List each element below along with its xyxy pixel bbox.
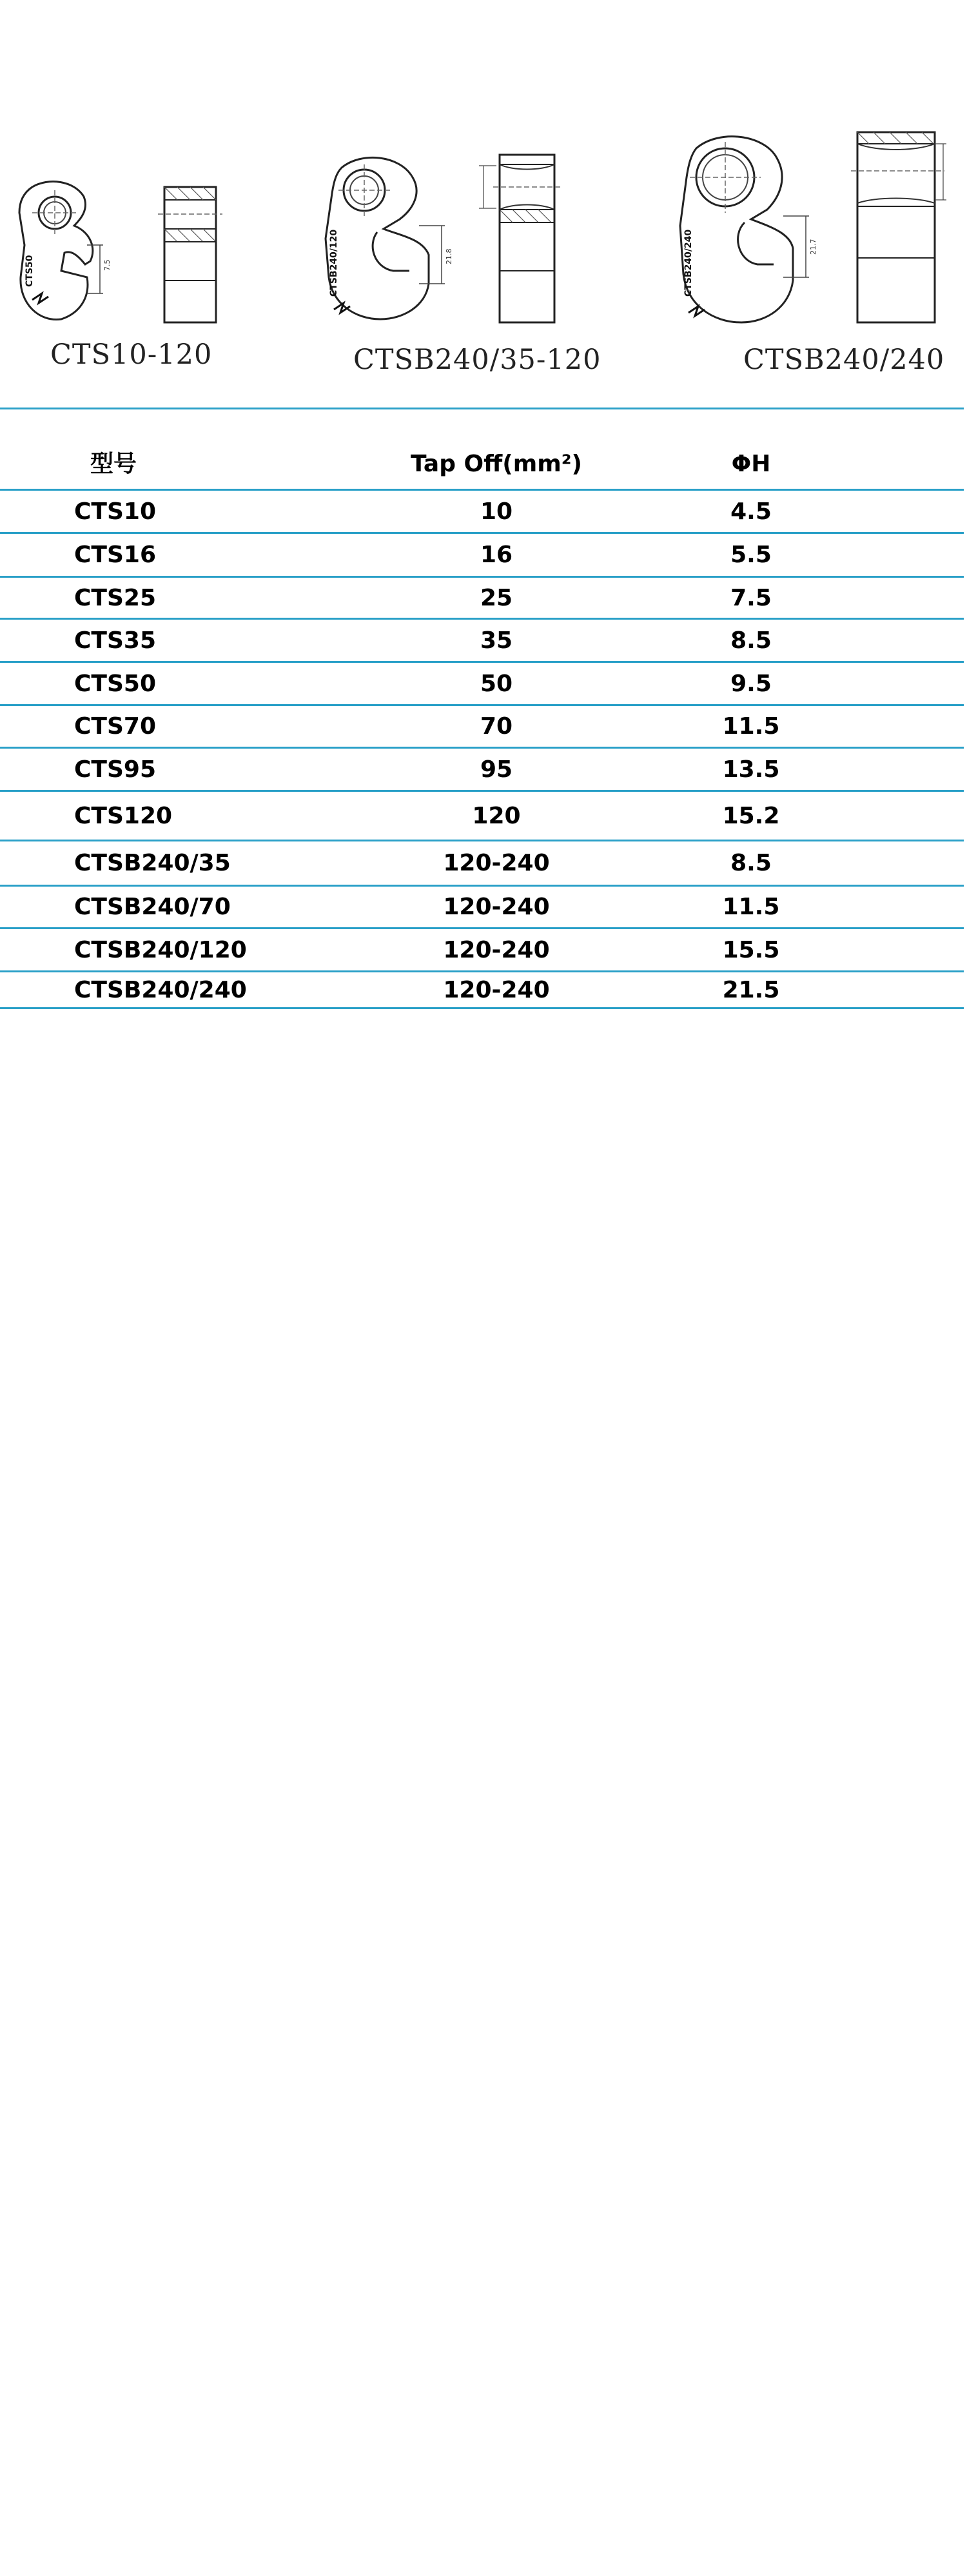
phi-h-cell: 8.5 <box>730 850 772 876</box>
drawing-caption-1: CTS10-120 <box>50 339 213 371</box>
table-row <box>0 971 967 1010</box>
tap-off-cell: 70 <box>480 713 513 740</box>
dim-label-3: 21.7 <box>809 239 817 255</box>
phi-h-cell: 13.5 <box>722 756 780 783</box>
table-header-row <box>0 445 967 484</box>
technical-drawings <box>0 0 967 400</box>
model-cell: CTS16 <box>74 542 157 568</box>
table-row <box>0 707 967 746</box>
table-row <box>0 844 967 883</box>
table-row <box>0 579 967 618</box>
model-cell: CTS120 <box>74 802 173 829</box>
model-cell: CTSB240/240 <box>74 976 247 1003</box>
drawing-ctsb240-240-front <box>670 129 825 329</box>
tap-off-cell: 10 <box>480 498 513 525</box>
table-row <box>0 931 967 970</box>
drawing-ctsb240-240-side <box>838 129 948 326</box>
table-row-rule <box>0 840 964 841</box>
model-cell: CTS95 <box>74 756 157 783</box>
table-row-rule <box>0 970 964 972</box>
dim-label-2: 21.8 <box>445 248 453 264</box>
tap-off-cell: 120-240 <box>443 850 550 876</box>
tap-off-cell: 95 <box>480 756 513 783</box>
model-cell: CTS10 <box>74 498 157 525</box>
header-phi-h: ΦH <box>731 451 771 477</box>
table-row-rule <box>0 790 964 792</box>
table-top-rule <box>0 408 964 409</box>
table-row-rule <box>0 576 964 578</box>
table-row-rule <box>0 927 964 929</box>
header-model: 型号 <box>90 451 137 477</box>
phi-h-cell: 15.5 <box>722 936 780 963</box>
tap-off-cell: 35 <box>480 627 513 654</box>
tap-off-cell: 120-240 <box>443 976 550 1003</box>
drawing-ctsb240-35-120-front <box>316 148 458 329</box>
phi-h-cell: 15.2 <box>722 802 780 829</box>
tap-off-cell: 25 <box>480 584 513 611</box>
model-cell: CTS70 <box>74 713 157 740</box>
drawing-caption-3: CTSB240/240 <box>743 344 945 376</box>
header-tap-off: Tap Off(mm²) <box>411 451 582 477</box>
table-row <box>0 493 967 531</box>
table-row <box>0 536 967 575</box>
table-row <box>0 751 967 789</box>
tap-off-cell: 120 <box>472 802 521 829</box>
table-row <box>0 622 967 660</box>
model-cell: CTS50 <box>74 670 157 697</box>
model-cell: CTSB240/70 <box>74 894 231 920</box>
phi-h-cell: 8.5 <box>730 627 772 654</box>
phi-h-cell: 9.5 <box>730 670 772 697</box>
phi-h-cell: 11.5 <box>722 894 780 920</box>
table-row-rule <box>0 704 964 706</box>
table-row <box>0 797 967 836</box>
table-row-rule <box>0 489 964 491</box>
model-cell: CTSB240/120 <box>74 936 247 963</box>
table-row <box>0 888 967 927</box>
phi-h-cell: 21.5 <box>722 976 780 1003</box>
phi-h-cell: 11.5 <box>722 713 780 740</box>
drawing-caption-2: CTSB240/35-120 <box>353 344 601 376</box>
model-cell: CTSB240/35 <box>74 850 231 876</box>
drawing-cts10-120-side <box>155 184 226 326</box>
engraving-ctsb240-240: CTSB240/240 <box>683 229 694 297</box>
table-row-rule <box>0 661 964 663</box>
phi-h-cell: 4.5 <box>730 498 772 525</box>
table-row-rule <box>0 747 964 749</box>
phi-h-cell: 5.5 <box>730 542 772 568</box>
table-row-rule <box>0 618 964 620</box>
dim-label-1: 7.5 <box>103 259 112 271</box>
tap-off-cell: 120-240 <box>443 936 550 963</box>
tap-off-cell: 16 <box>480 542 513 568</box>
table-row-rule <box>0 1007 964 1009</box>
drawing-ctsb240-35-120-side <box>474 152 564 326</box>
table-row-rule <box>0 532 964 534</box>
tap-off-cell: 120-240 <box>443 894 550 920</box>
phi-h-cell: 7.5 <box>730 584 772 611</box>
table-row-rule <box>0 885 964 887</box>
engraving-ctsb240-120: CTSB240/120 <box>329 229 339 297</box>
tap-off-cell: 50 <box>480 670 513 697</box>
model-cell: CTS25 <box>74 584 157 611</box>
engraving-cts50: CTS50 <box>24 255 35 287</box>
drawing-cts10-120-front <box>13 174 142 329</box>
model-cell: CTS35 <box>74 627 157 654</box>
table-row <box>0 665 967 703</box>
